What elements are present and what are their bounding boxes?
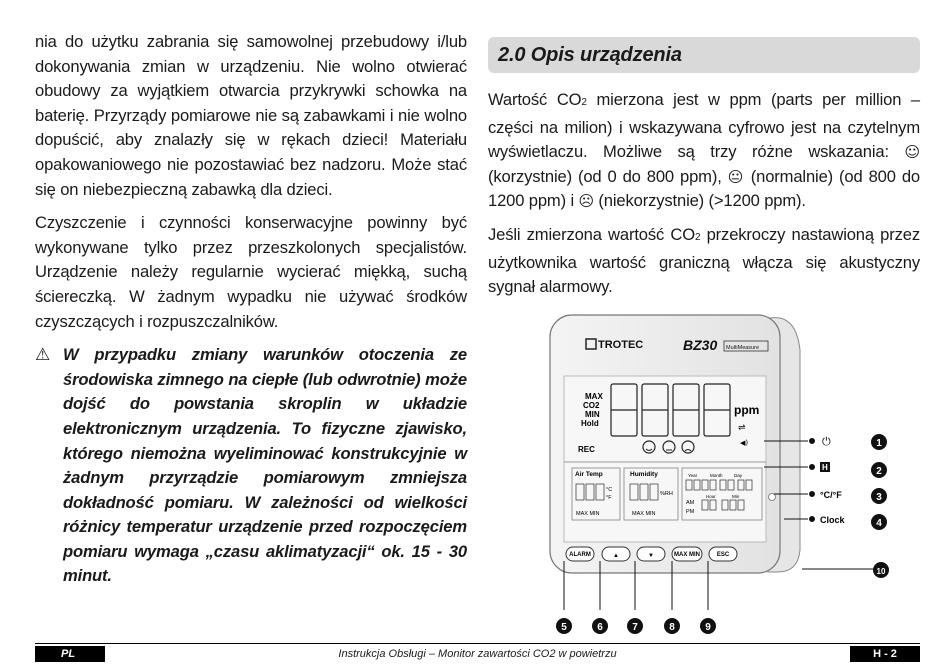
section-title: 2.0 Opis urządzenia [498,44,682,66]
neutral-face-icon: 😐 [727,167,745,186]
text: (niekorzystnie) (>1200 ppm). [593,191,806,211]
sensor-indicator [769,494,776,501]
speaker-icon: ◀) [740,439,749,447]
subscript: 2 [694,231,701,243]
callout-number: 8 [669,622,675,633]
max-min-label: MAX MIN [576,511,600,517]
callout-number: 4 [876,518,882,529]
callout-number: 10 [876,567,886,576]
bottom-callouts [550,610,730,640]
ppm-label: ppm [734,403,760,417]
h-label: H [822,463,828,472]
min-label: Min [732,494,740,499]
esc-button-label: ESC [716,552,730,558]
warning-text: W przypadku zmiany warunków otoczenia ze środowiska zimnego na ciepłe (lub odwrotnie) może dojść do powstania skroplin w układzie elektronicznym urządzenia. To fizyczne zjawisko, którego niemożna wyeliminować konstrukcyjnie w żadnym przyrządzie pomiarowym zmniejsza dokładność pomiaru. W zależności od wielkości różnicy temperatur urządzenie przed rozpoczęciem pomiaru wymaga „czasu aklimatyzacji“ ok. 15 - 30 minut. [63,345,467,586]
rec-label: REC [578,445,595,454]
paragraph [488,88,920,214]
warning-icon: ⚠ [35,345,51,365]
subscript: 2 [581,97,587,108]
air-temp-label: Air Temp [575,471,603,478]
text: Jeśli zmierzona wartość CO [488,224,695,244]
text: mierzona jest w ppm (parts per million – części na milion) i wskazywana cyfrowo jest na czytelnym wyświetlaczu. Możliwe są trzy różne wskazania: [488,90,920,162]
text: (normalnie) (od 800 do 1200 ppm) i [488,166,920,211]
callout-number: 5 [561,622,567,633]
text: przekroczy nastawioną przez użytkownika wartość graniczną włącza się akustyczny sygnał alarmowy. [488,224,920,297]
brand-name: TROTEC [598,339,644,351]
section-heading [488,37,920,73]
paragraph [488,223,920,300]
sad-face-icon: ☹ [578,192,594,211]
up-arrow-icon: ▲ [613,553,619,559]
warning-block [35,343,467,589]
callout-number: 2 [876,466,882,477]
callout-number: 3 [876,492,882,503]
day-label: Day [734,473,743,478]
rh-label: %RH [660,491,673,497]
hour-label: Hour [706,494,716,499]
celsius-label: °C [606,487,613,493]
page-number: H - 2 [850,646,920,662]
callout-number: 9 [705,622,711,633]
paragraph: Czyszczenie i czynności konserwacyjne powinny być wykonywane tylko przez przeszkolonych specjalistów. Urządzenie należy regularnie wycierać miękką, suchą ściereczką. W żadnym wypadku nie używać środków czyszczących i rozpuszczalników. [35,213,467,331]
am-label: AM [686,500,695,506]
max-label: MAX [585,392,603,401]
power-icon: ⏻ [822,435,831,448]
month-label: Month [710,473,723,478]
year-label: Year [688,473,698,478]
down-arrow-icon: ▼ [648,553,654,559]
min-label: MIN [585,410,600,419]
happy-face-icon: ☺ [904,143,920,162]
max-min-button-label: MAX MIN [674,552,700,558]
left-column [35,30,467,589]
callout-number: 7 [632,622,638,633]
callout-number: 6 [597,622,603,633]
pm-label: PM [686,509,695,515]
device-illustration [538,310,938,610]
model-subtitle: MultiMeasure [726,345,760,351]
fahrenheit-label: °F [606,495,612,501]
clock-label: Clock [820,515,845,525]
max-min-label: MAX MIN [632,511,656,517]
footer-title: Instrukcja Obsługi – Monitor zawartości CO2 w powietrzu [338,648,617,660]
text: (korzystnie) (od 0 do 800 ppm), [488,166,728,186]
callout-number: 1 [876,438,882,449]
usb-icon: ⇌ [738,423,746,433]
co2-label: CO2 [583,401,600,410]
right-column [488,30,920,309]
humidity-label: Humidity [630,471,658,478]
language-badge: PL [35,646,105,662]
paragraph: nia do użytku zabrania się samowolnej przebudowy i/lub dokonywania zmian w urządzeniu. Nie wolno otwierać obudowy za wyjątkiem otwarcia przykrywki schowka na baterię. Przyrządy pomiarowe nie są zabawkami i nie wolno dopuścić, aby znalazły się w rękach dzieci! Materiału opakowaniowego nie pozostawiać bez nadzoru. Może stać się on niebezpieczną zabawką dla dzieci. [35,32,467,199]
text: Wartość CO [488,90,582,109]
unit-toggle-label: °C/°F [820,490,842,500]
model-name: BZ30 [683,337,718,353]
alarm-button-label: ALARM [569,552,591,558]
page-footer [35,643,920,661]
hold-label: Hold [581,419,599,428]
